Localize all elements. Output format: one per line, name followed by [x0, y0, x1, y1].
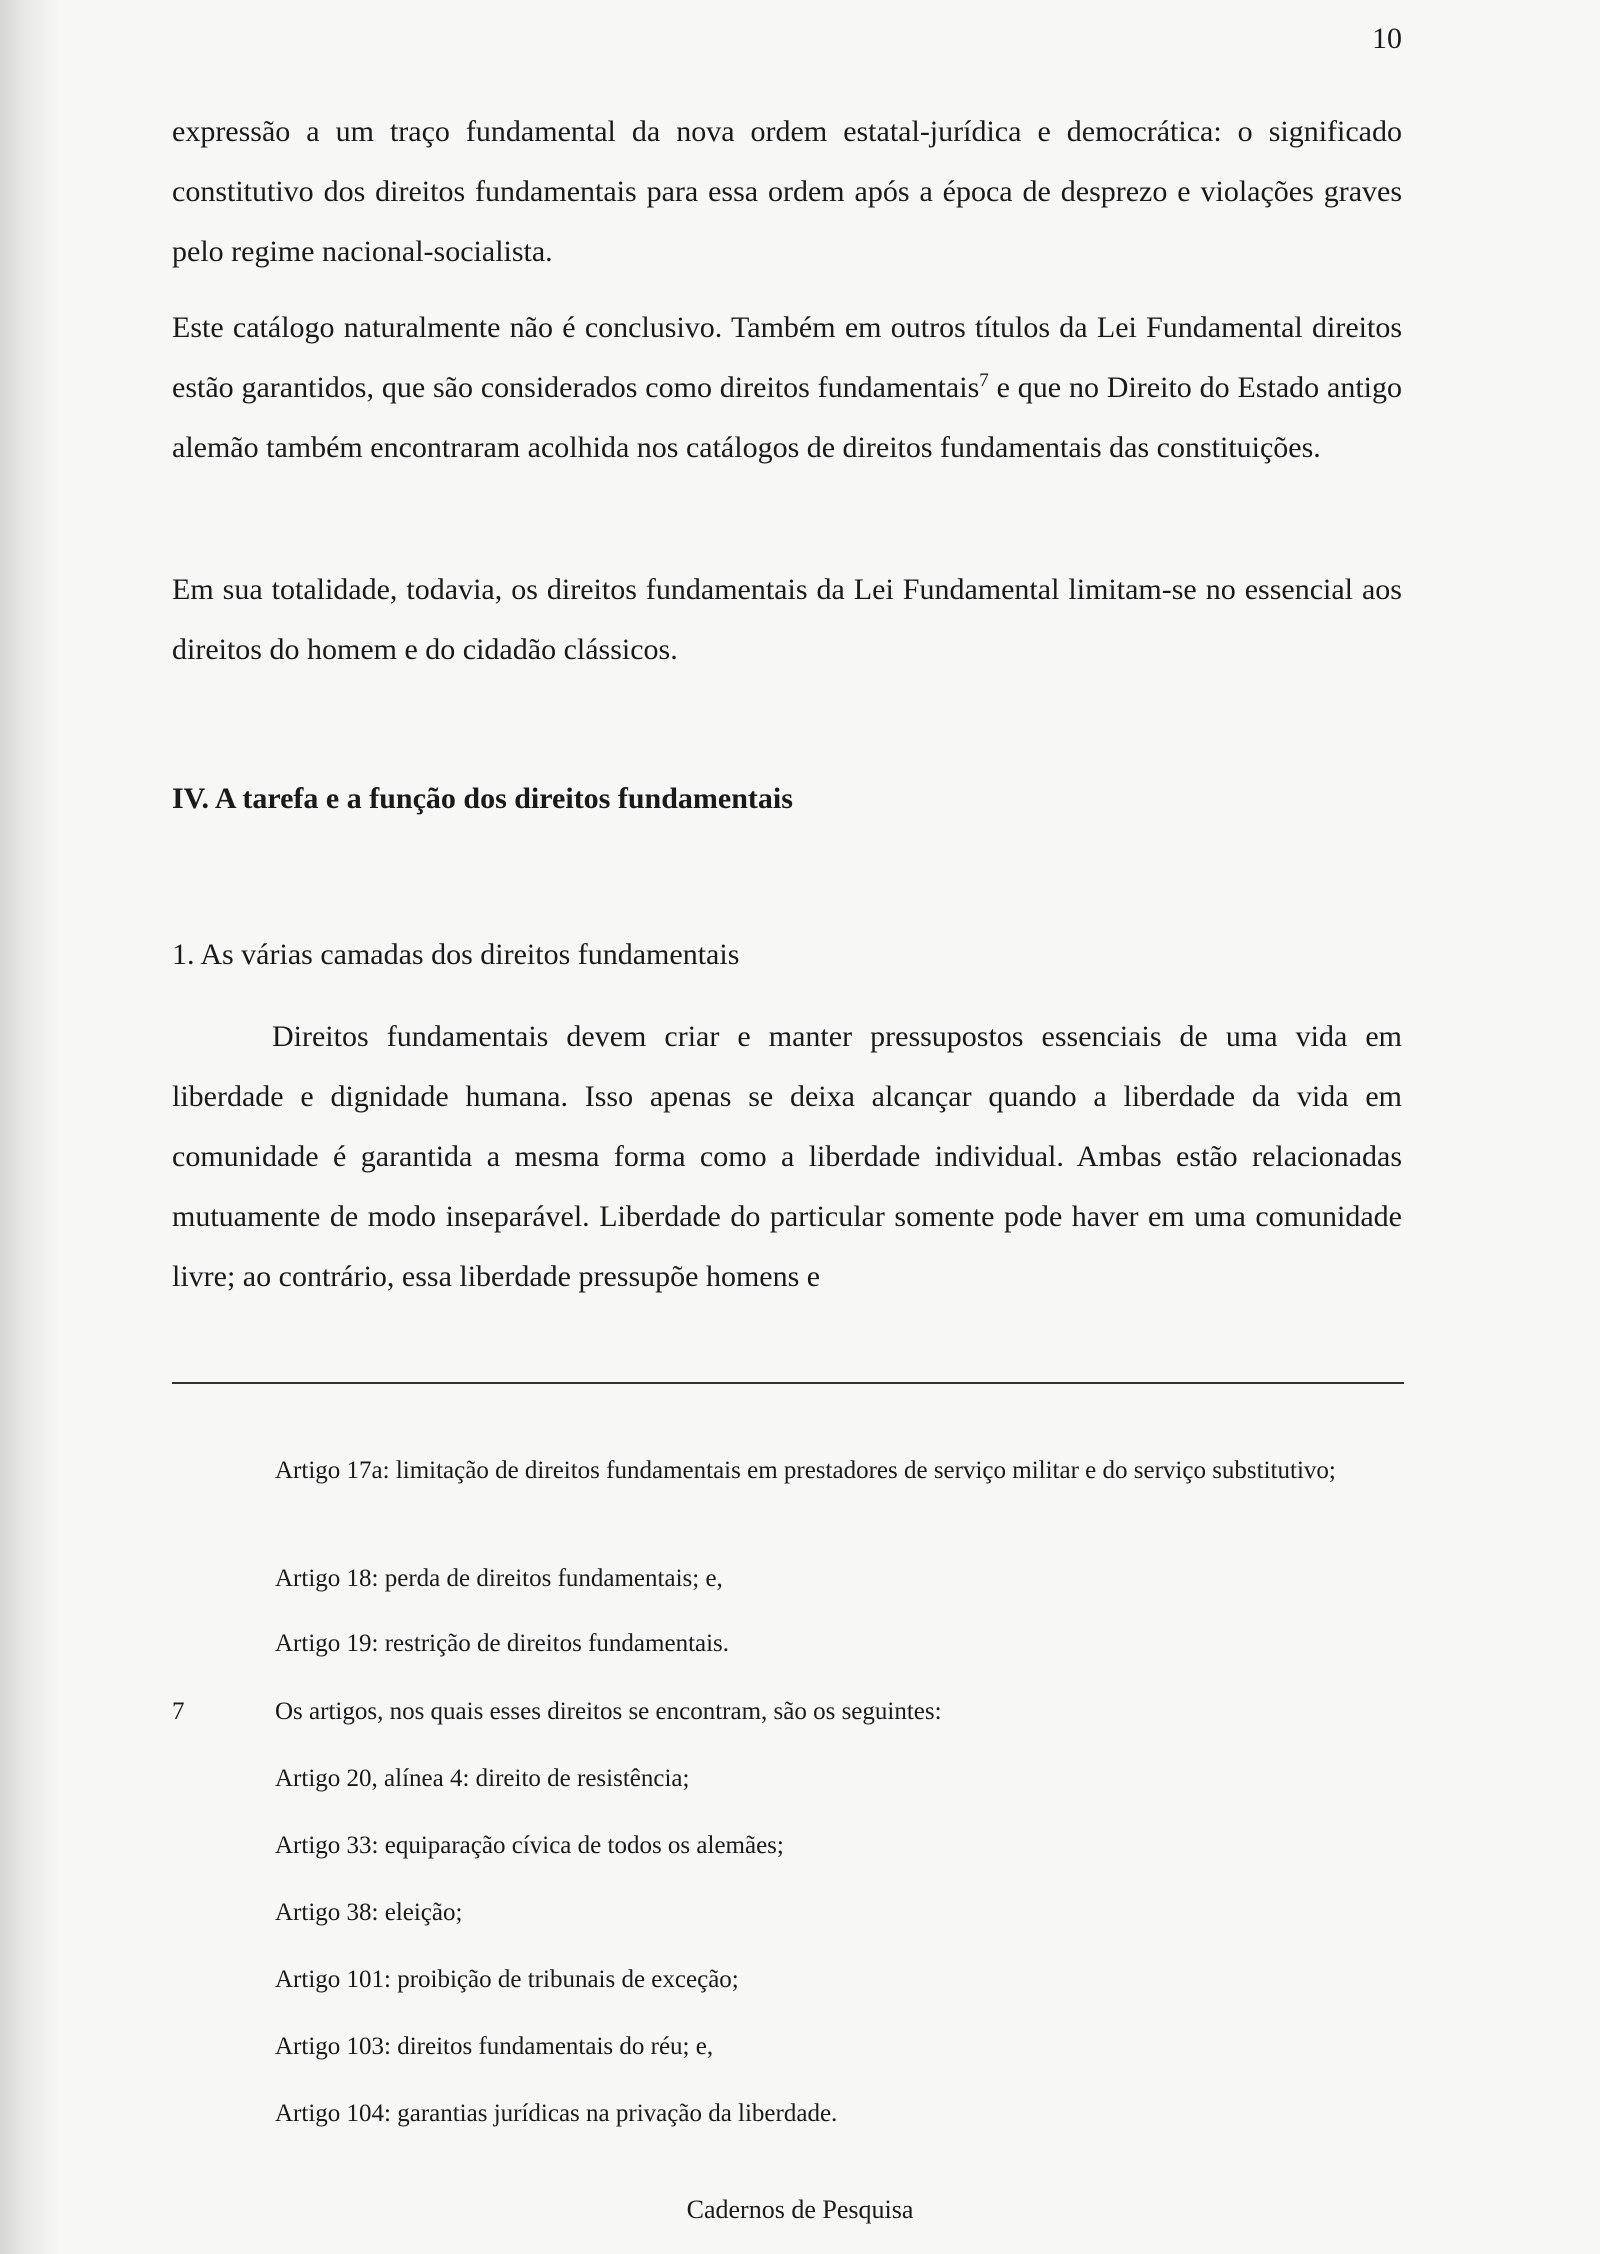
footnote-artigo-17a: Artigo 17a: limitação de direitos fundamentais em prestadores de serviço militar e do serviço substitutivo; [275, 1457, 1336, 1484]
paragraph-1: expressão a um traço fundamental da nova ordem estatal-jurídica e democrática: o significado constitutivo dos direitos fundamentais para essa ordem após a época de desprezo e violações graves pelo regime nacional-socialista. [172, 115, 1402, 268]
page-number: 10 [1372, 22, 1402, 55]
footnote-7-intro: Os artigos, nos quais esses direitos se encontram, são os seguintes: [275, 1698, 942, 1725]
page-footer: Cadernos de Pesquisa [686, 2195, 914, 2224]
footnote-artigo-33: Artigo 33: equiparação cívica de todos os alemães; [275, 1832, 784, 1859]
footnote-artigo-19: Artigo 19: restrição de direitos fundamentais. [275, 1630, 730, 1657]
footnote-separator [172, 1382, 1404, 1384]
footnote-reference-7: 7 [979, 370, 989, 391]
footnote-number-7: 7 [172, 1698, 185, 1725]
paragraph-2-text-a: Este catálogo naturalmente não é conclusivo. Também em outros títulos da Lei Fundamental direitos estão garantidos, que são considerados como direitos fundamentais [172, 311, 1402, 404]
paragraph-4: Direitos fundamentais devem criar e manter pressupostos essenciais de uma vida em liberdade e dignidade humana. Isso apenas se deixa alcançar quando a liberdade da vida em comunidade é garantida a mesma forma como a liberdade individual. Ambas estão relacionadas mutuamente de modo inseparável. Liberdade do particular somente pode haver em uma comunidade livre; ao contrário, essa liberdade pressupõe homens e [172, 1020, 1402, 1293]
footnote-artigo-104: Artigo 104: garantias jurídicas na privação da liberdade. [275, 2100, 838, 2127]
footnote-artigo-18: Artigo 18: perda de direitos fundamentais; e, [275, 1565, 723, 1592]
footnote-artigo-20: Artigo 20, alínea 4: direito de resistência; [275, 1765, 690, 1792]
paragraph-3: Em sua totalidade, todavia, os direitos fundamentais da Lei Fundamental limitam-se no essencial aos direitos do homem e do cidadão clássicos. [172, 573, 1402, 666]
footnote-artigo-101: Artigo 101: proibição de tribunais de exceção; [275, 1966, 739, 1993]
footnote-artigo-38: Artigo 38: eleição; [275, 1899, 463, 1926]
section-heading: IV. A tarefa e a função dos direitos fundamentais [172, 782, 793, 815]
paragraph-2 [172, 298, 1402, 478]
footnote-artigo-103: Artigo 103: direitos fundamentais do réu; e, [275, 2033, 714, 2060]
subsection-heading: 1. As várias camadas dos direitos fundamentais [172, 938, 740, 971]
scan-shadow [0, 0, 60, 2254]
paragraph-2-text-b: e que no Direito do Estado antigo alemão também encontraram acolhida nos catálogos de direitos fundamentais das constituições. [172, 371, 1402, 464]
